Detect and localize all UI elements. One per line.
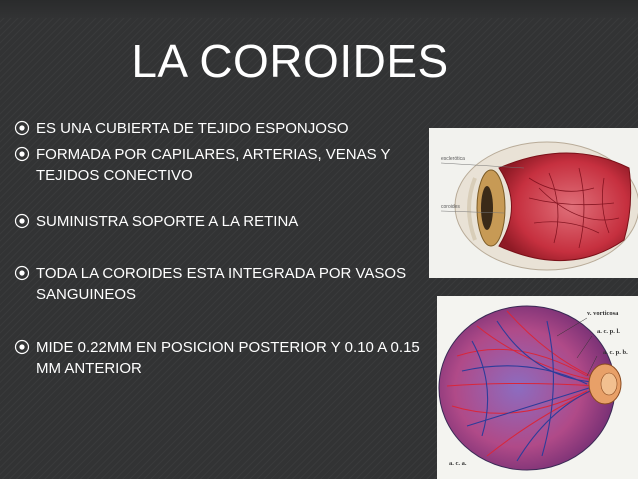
bullet-text: SUMINISTRA SOPORTE A LA RETINA — [36, 213, 299, 230]
choroid-vessels-illustration — [437, 296, 638, 479]
bullet-item — [14, 263, 431, 305]
eye-cross-section-illustration — [429, 128, 638, 278]
bullet-text: FORMADA POR CAPILARES, ARTERIAS, VENAS Y TEJIDOS CONECTIVO — [36, 146, 391, 184]
bullet-item — [14, 118, 349, 139]
anterior-ciliary-artery-label: a. c. a. — [449, 460, 467, 467]
target-bullet-icon — [14, 120, 30, 136]
short-posterior-ciliary-artery-label: a. c. p. b. — [603, 349, 628, 356]
sclera-label: esclerótica — [441, 156, 465, 162]
choroid-vessels-image — [437, 296, 638, 479]
target-bullet-icon — [14, 339, 30, 355]
vorticose-vein-label: v. vorticosa — [587, 310, 619, 317]
eye-cross-section-image — [429, 128, 638, 278]
slide-title: LA COROIDES — [131, 35, 449, 87]
bullet-text: ES UNA CUBIERTA DE TEJIDO ESPONJOSO — [36, 120, 349, 137]
choroid-label: coroides — [441, 204, 460, 210]
slide-top-border — [0, 0, 638, 18]
target-bullet-icon — [14, 213, 30, 229]
target-bullet-icon — [14, 146, 30, 162]
bullet-text: TODA LA COROIDES ESTA INTEGRADA POR VASOS SANGUINEOS — [36, 265, 407, 303]
bullet-text: MIDE 0.22MM EN POSICION POSTERIOR Y 0.10 A 0.15 MM ANTERIOR — [36, 339, 420, 377]
long-posterior-ciliary-artery-label: a. c. p. l. — [597, 328, 620, 335]
bullet-item — [14, 337, 431, 379]
bullet-item — [14, 144, 396, 186]
target-bullet-icon — [14, 265, 30, 281]
bullet-item — [14, 211, 298, 232]
